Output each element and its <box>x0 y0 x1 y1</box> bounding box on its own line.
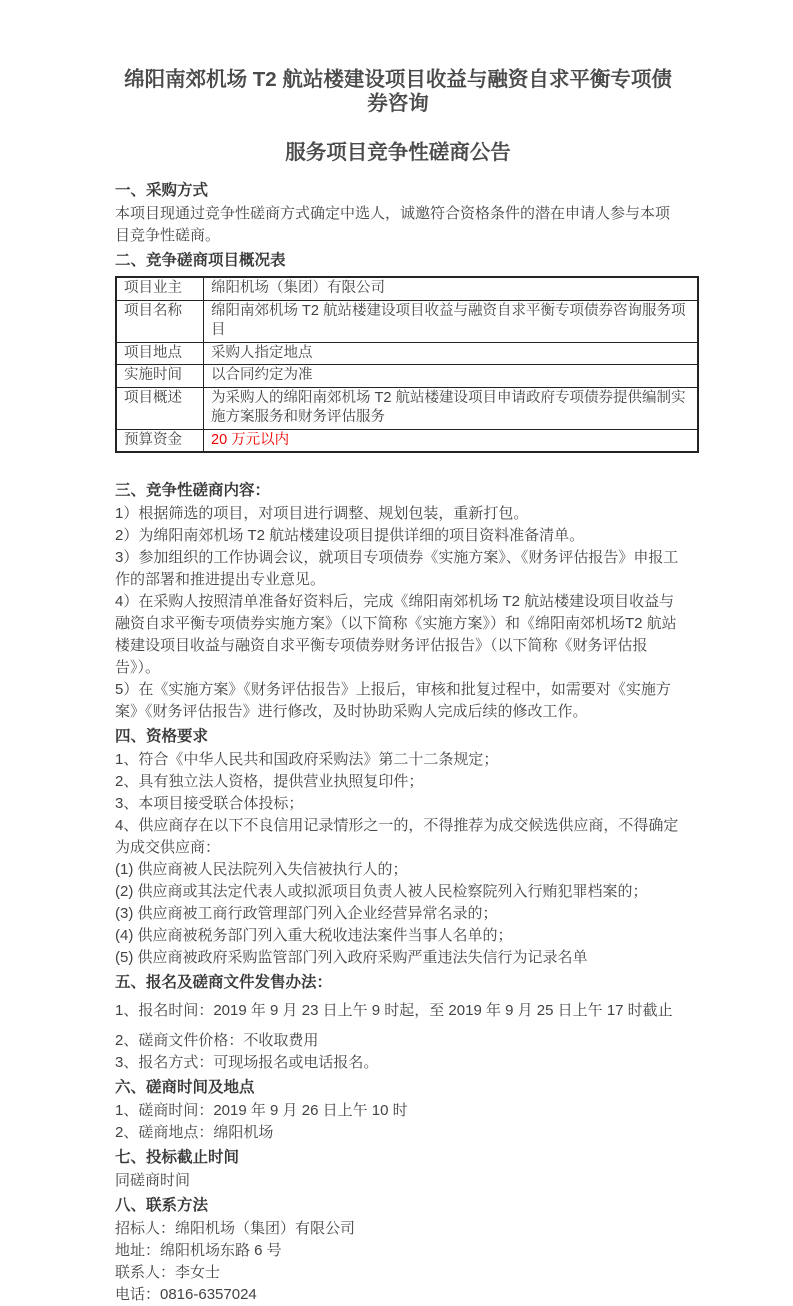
bad-credit-item: (1) 供应商被人民法院列入失信被执行人的； <box>115 861 408 878</box>
negotiation-item: 4）在采购人按照清单准备好资料后，完成《绵阳南郊机场 T2 航站楼建设项目收益与融资自求平衡专项债券实施方案》（以下简称《实施方案》）和《绵阳南郊机场T2 航站楼建设项目收益与融资自求平衡专项债券财务评估报告》（以下简称《财务评估报告》）。 <box>115 593 677 676</box>
row-label: 项目概述 <box>116 387 204 429</box>
section-heading-qualification: 四、资格要求 <box>115 728 209 745</box>
bad-credit-item: (5) 供应商被政府采购监管部门列入政府采购严重违法失信行为记录名单 <box>115 949 588 966</box>
qualification-item: 3、本项目接受联合体投标； <box>115 795 304 812</box>
budget-value: 20 万元以内 <box>204 429 699 452</box>
section-heading-registration: 五、报名及磋商文件发售办法： <box>115 974 333 991</box>
section-heading-negotiation-content: 三、竞争性磋商内容： <box>115 482 271 499</box>
contact-tenderer: 招标人：绵阳机场（集团）有限公司 <box>115 1220 356 1237</box>
document-title-line1: 绵阳南郊机场 T2 航站楼建设项目收益与融资自求平衡专项债券咨询 <box>124 68 672 115</box>
bad-credit-item: (2) 供应商或其法定代表人或拟派项目负责人被人民检察院列入行贿犯罪档案的； <box>115 883 648 900</box>
negotiation-item: 5）在《实施方案》《财务评估报告》上报后，审核和批复过程中，如需要对《实施方案》《财务评估报告》进行修改，及时协助采购人完成后续的修改工作。 <box>115 681 671 720</box>
qualification-item: 2、具有独立法人资格，提供营业执照复印件； <box>115 773 424 790</box>
row-value: 绵阳机场（集团）有限公司 <box>204 277 699 300</box>
row-label: 项目地点 <box>116 342 204 365</box>
table-row-project-location <box>116 342 698 365</box>
table-row-project-summary <box>116 387 698 429</box>
row-label: 预算资金 <box>116 429 204 452</box>
negotiation-item: 3）参加组织的工作协调会议，就项目专项债券《实施方案》、《财务评估报告》申报工作的部署和推进提出专业意见。 <box>115 549 679 588</box>
section-heading-procurement-method: 一、采购方式 <box>115 182 209 199</box>
section-heading-contact: 八、联系方法 <box>115 1197 209 1214</box>
table-row-project-owner <box>116 277 698 300</box>
bad-credit-item: (3) 供应商被工商行政管理部门列入企业经营异常名录的； <box>115 905 498 922</box>
contact-person: 联系人：李女士 <box>115 1264 221 1281</box>
registration-item: 2、磋商文件价格：不收取费用 <box>115 1032 319 1049</box>
project-overview-table <box>115 276 699 453</box>
row-label: 项目名称 <box>116 300 204 342</box>
row-label: 项目业主 <box>116 277 204 300</box>
table-row-project-name <box>116 300 698 342</box>
bad-credit-item: (4) 供应商被税务部门列入重大税收违法案件当事人名单的； <box>115 927 513 944</box>
row-value: 采购人指定地点 <box>204 342 699 365</box>
contact-phone: 电话：0816-6357024 <box>115 1286 257 1303</box>
table-row-budget <box>116 429 698 452</box>
registration-item: 3、报名方式：可现场报名或电话报名。 <box>115 1054 379 1071</box>
section-heading-project-overview: 二、竞争磋商项目概况表 <box>115 252 286 269</box>
negotiation-time-item: 1、磋商时间：2019 年 9 月 26 日上午 10 时 <box>115 1102 408 1119</box>
qualification-item: 1、符合《中华人民共和国政府采购法》第二十二条规定； <box>115 751 499 768</box>
registration-item: 1、报名时间：2019 年 9 月 23 日上午 9 时起，至 2019 年 9 月 25 日上午 17 时截止 <box>115 1002 673 1019</box>
row-value: 为采购人的绵阳南郊机场 T2 航站楼建设项目申请政府专项债券提供编制实施方案服务和财务评估服务 <box>204 387 699 429</box>
negotiation-place-item: 2、磋商地点：绵阳机场 <box>115 1124 274 1141</box>
row-value: 绵阳南郊机场 T2 航站楼建设项目收益与融资自求平衡专项债券咨询服务项目 <box>204 300 699 342</box>
section-heading-bid-deadline: 七、投标截止时间 <box>115 1149 240 1166</box>
document-title-line2: 服务项目竞争性磋商公告 <box>285 141 511 164</box>
negotiation-item: 2）为绵阳南郊机场 T2 航站楼建设项目提供详细的项目资料准备清单。 <box>115 527 585 544</box>
bid-deadline-body: 同磋商时间 <box>115 1172 191 1189</box>
procurement-method-body: 本项目现通过竞争性磋商方式确定中选人，诚邀符合资格条件的潜在申请人参与本项目竞争性磋商。 <box>115 205 671 244</box>
table-row-implementation-time <box>116 365 698 388</box>
contact-address: 地址：绵阳机场东路 6 号 <box>115 1242 282 1259</box>
row-value: 以合同约定为准 <box>204 365 699 388</box>
qualification-item: 4、供应商存在以下不良信用记录情形之一的，不得推荐为成交候选供应商，不得确定为成交供应商： <box>115 817 679 856</box>
section-heading-negotiation-time-place: 六、磋商时间及地点 <box>115 1079 255 1096</box>
row-label: 实施时间 <box>116 365 204 388</box>
negotiation-item: 1）根据筛选的项目，对项目进行调整、规划包装，重新打包。 <box>115 505 529 522</box>
spacer <box>115 453 681 477</box>
